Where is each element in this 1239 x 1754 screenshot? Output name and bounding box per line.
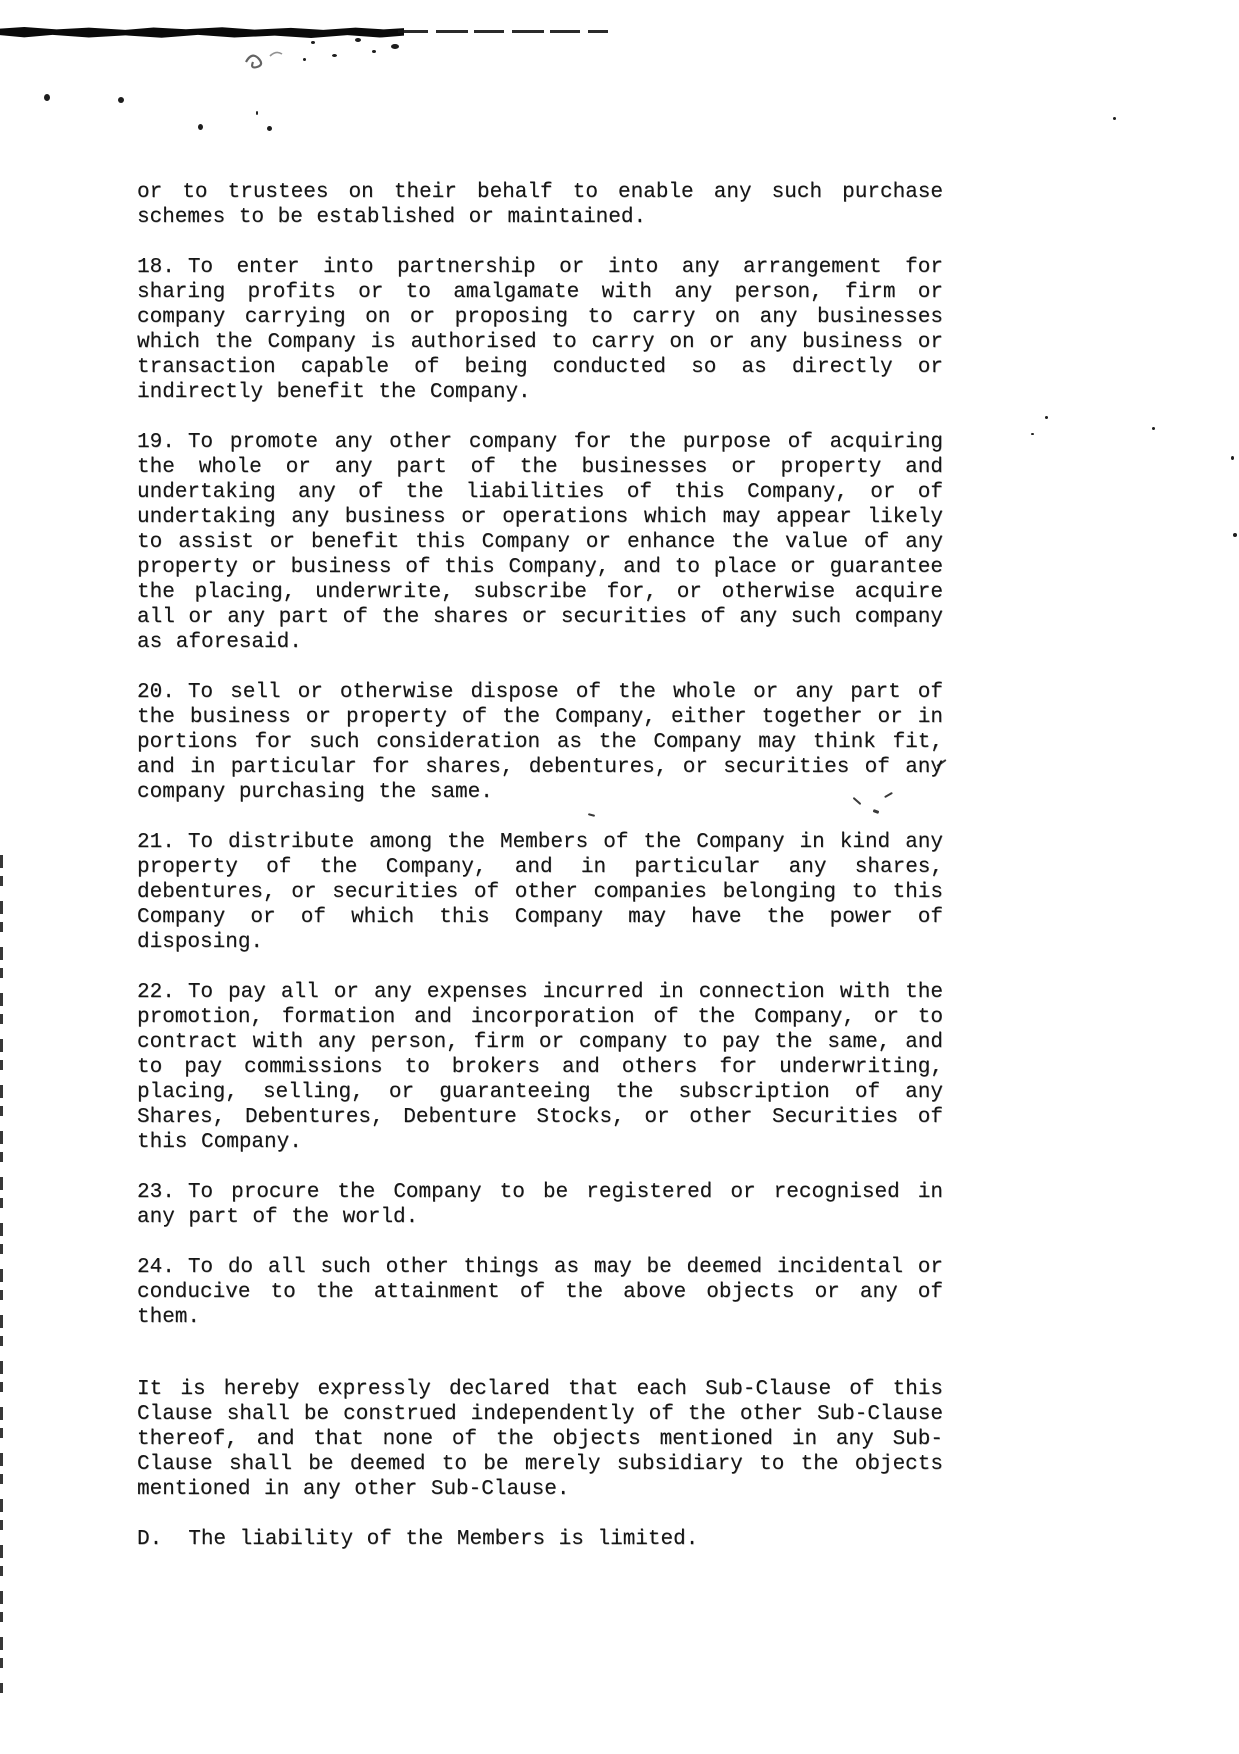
sub-clause-declaration-paragraph: It is hereby expressly declared that each Sub-Clause of this Clause shall be construed independently of the other Sub-Clause thereof, and that none of the objects mentioned in any Sub-Clause shall be deemed to be merely subsidiary to the objects mentioned in any other Sub-Clause. xyxy=(137,1378,943,1501)
clause-20-paragraph xyxy=(137,680,943,805)
clause-23-paragraph xyxy=(137,1180,943,1230)
liability-clause-paragraph xyxy=(137,1527,943,1552)
clause-22-paragraph xyxy=(137,980,943,1155)
scan-noise-speck xyxy=(118,97,124,103)
scan-noise-speck xyxy=(1113,117,1116,120)
clause-19-number: 19. xyxy=(137,431,175,454)
scan-noise-speck xyxy=(1152,427,1155,430)
clause-23-number: 23. xyxy=(137,1181,175,1204)
clause-22-text: To pay all or any expenses incurred in connection with the promotion, formation and incorporation of the Company, or to contract with any person, firm or company to pay the same, and to pay commissions to brokers and others for underwriting, placing, selling, or guaranteeing the subscription of any Shares, Debentures, Debenture Stocks, or other Securities of this Company. xyxy=(137,981,943,1154)
scan-noise-speck xyxy=(1045,416,1048,419)
scan-noise-speck xyxy=(303,58,306,61)
clause-24-text: To do all such other things as may be deemed incidental or conducive to the attainment of the above objects or any of them. xyxy=(137,1256,943,1329)
scan-noise-speck xyxy=(44,94,50,101)
clause-18-paragraph xyxy=(137,255,943,405)
clause-22-number: 22. xyxy=(137,981,175,1004)
scan-noise-speck xyxy=(355,38,361,42)
scan-noise-speck xyxy=(198,124,203,130)
scan-artifact-left-edge-line xyxy=(0,855,3,1693)
clause-18-text: To enter into partnership or into any arrangement for sharing profits or to amalgamate with any person, firm or company carrying on or proposing to carry on any businesses which the Company is authorised to carry on or any business or transaction capable of being conducted so as directly or indirectly benefit the Company. xyxy=(137,256,943,404)
clause-19-text: To promote any other company for the purpose of acquiring the whole or any part of the businesses or property and undertaking any of the liabilities of this Company, or of undertaking any business or operations which may appear likely to assist or benefit this Company or enhance the value of any property or business of this Company, and to place or guarantee the placing, underwrite, subscribe for, or otherwise acquire all or any part of the shares or securities of any such company as aforesaid. xyxy=(137,431,943,654)
clause-24-number: 24. xyxy=(137,1256,175,1279)
scan-noise-speck xyxy=(267,126,272,131)
clause-24-paragraph xyxy=(137,1255,943,1330)
scan-artifact-squiggle xyxy=(240,42,304,72)
liability-clause-text: The liability of the Members is limited. xyxy=(188,1528,699,1551)
scan-noise-speck xyxy=(311,41,315,44)
clause-23-text: To procure the Company to be registered or recognised in any part of the world. xyxy=(137,1181,943,1229)
scan-noise-speck xyxy=(1231,456,1234,460)
scan-noise-speck xyxy=(256,111,258,115)
clause-21-paragraph xyxy=(137,830,943,955)
scan-noise-speck xyxy=(372,50,376,53)
scan-noise-speck xyxy=(1031,433,1034,435)
scan-noise-speck xyxy=(1233,533,1237,537)
clause-21-number: 21. xyxy=(137,831,175,854)
clause-21-text: To distribute among the Members of the Company in kind any property of the Company, and in particular any shares, debentures, or securities of other companies belonging to this Company or of which this Company may have the power of disposing. xyxy=(137,831,943,954)
scan-artifact-top-band-tail xyxy=(398,30,608,33)
liability-clause-label: D. xyxy=(137,1528,163,1551)
clause-18-number: 18. xyxy=(137,256,175,279)
scan-noise-speck xyxy=(332,54,337,57)
clause-20-text: To sell or otherwise dispose of the whole or any part of the business or property of the Company, either together or in portions for such consideration as the Company may think fit, and in particular for shares, debentures, or securities of any company purchasing the same. xyxy=(137,681,943,804)
document-body xyxy=(137,180,943,1577)
scan-artifact-top-band xyxy=(0,27,404,38)
scan-noise-speck xyxy=(391,44,399,49)
intro-paragraph: or to trustees on their behalf to enable any such purchase schemes to be established or maintained. xyxy=(137,181,943,229)
clause-20-number: 20. xyxy=(137,681,175,704)
clause-19-paragraph xyxy=(137,430,943,655)
